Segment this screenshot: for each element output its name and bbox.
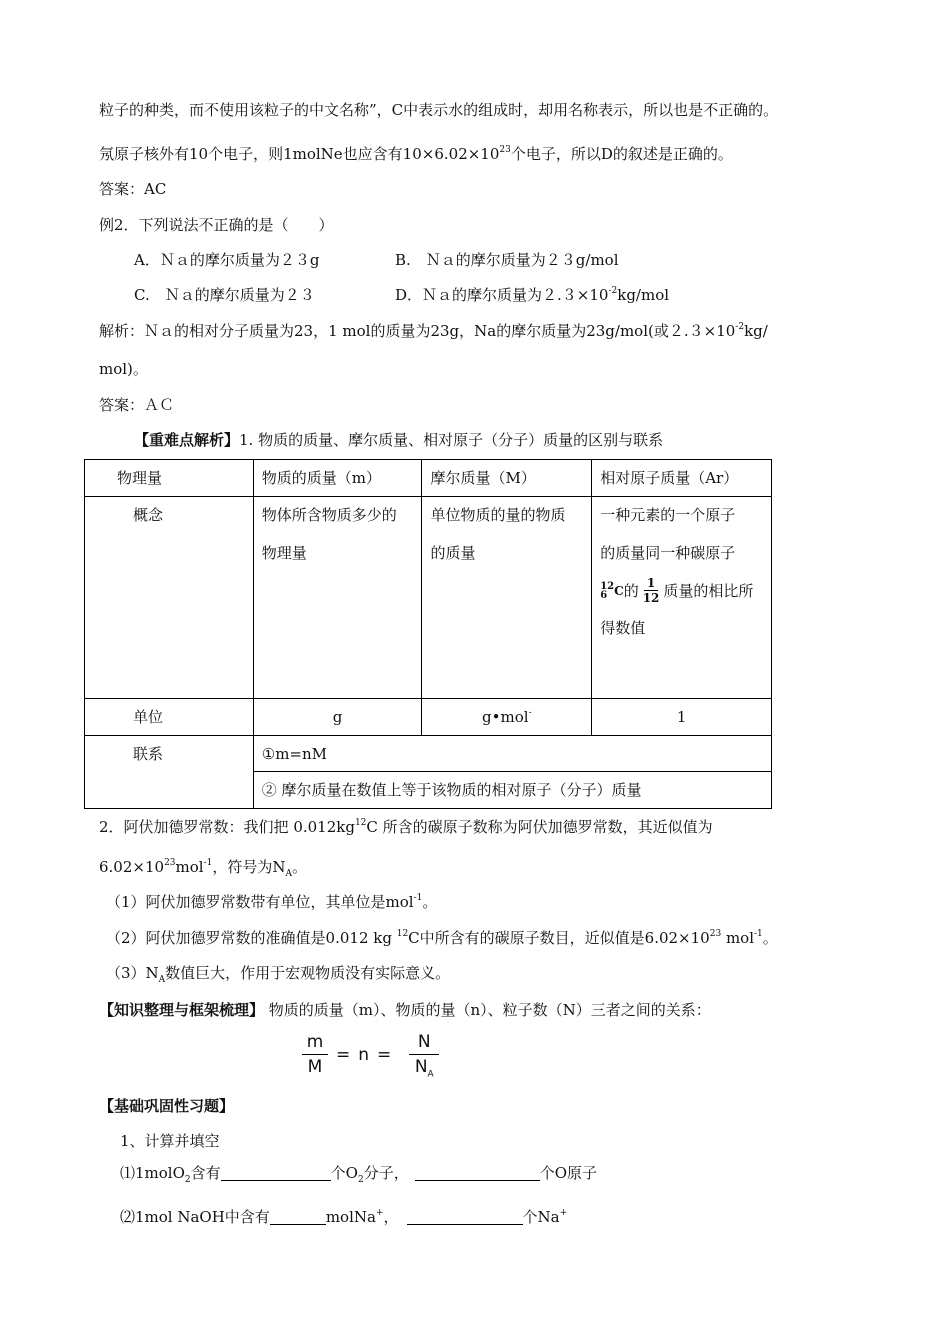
text-line: 2．阿伏加德罗常数：我们把 $0.012kg^{12}C$ 所含的碳原子数称为阿伏加德罗常数，其近似值为 [99, 818, 713, 836]
table-row-concept [85, 497, 772, 699]
unit-cell: g [253, 699, 422, 736]
table-header-row [85, 460, 772, 497]
analysis-line: 解析：Ｎａ的相对分子质量为23，1 mol的质量为23g，Na的摩尔质量为23g/mol(或$2.3\times 10^{-2}kg/$ [99, 322, 768, 340]
table-row-link [85, 736, 772, 772]
concept-mass-cell: 物体所含物质多少的 物理量 [253, 497, 422, 699]
exercise-title: 1、计算并填空 [120, 1132, 220, 1150]
fraction-m-over-M: m M [302, 1032, 328, 1077]
comparison-table [84, 459, 772, 809]
list-item: （2）阿伏加德罗常数的准确值是0.012 kg $^{12}$C中所含有的碳原子数目，近似值是$6.02\times 10^{23}$ mol$^{-1}$。 [106, 929, 778, 947]
option-d: D．Ｎａ的摩尔质量为$2.3\times 10^{-2}kg$/mol [395, 286, 670, 304]
section-heading: 【知识整理与框架梳理】 物质的质量（m）、物质的量（n）、粒子数（N）三者之间的关系： [99, 1001, 711, 1019]
question-title: 例2．下列说法不正确的是（ ） [99, 216, 334, 234]
table-row-unit [85, 699, 772, 736]
header-cell: 相对原子质量（Ar） [592, 460, 772, 497]
exercise-line: ⑴1molO$_2$含有 个$O_2$分子， 个O原子 [120, 1164, 598, 1185]
fraction-one-twelfth: $\frac{1}{12}$ [642, 576, 660, 605]
concept-ar-cell: 一种元素的一个原子 的质量同一种碳原子 12 6 C 的 $\frac{1}{12}$ 质量的相比所 得数值 [592, 497, 772, 699]
unit-cell: 1 [592, 699, 772, 736]
text-line: 氖原子核外有10个电子，则1molNe也应含有$10\times 6.02\times 10^{23}$个电子，所以D的叙述是正确的。 [99, 145, 733, 163]
header-cell: 摩尔质量（M） [422, 460, 592, 497]
section-heading: 【基础巩固性习题】 [99, 1097, 235, 1115]
text-line: 粒子的种类，而不使用该粒子的中文名称”，C中表示水的组成时，却用名称表示，所以也是不正确的。 [99, 101, 779, 119]
answer-blank[interactable] [415, 1164, 540, 1181]
option-a: A．Ｎａ的摩尔质量为２３g [134, 251, 320, 269]
exercise-line: ⑵1mol NaOH中含有 molNa+， 个Na+ [120, 1208, 568, 1226]
link-cell: ② 摩尔质量在数值上等于该物质的相对原子（分子）质量 [253, 772, 771, 809]
option-c: C. Ｎａ的摩尔质量为２３ [134, 286, 315, 304]
answer-line: 答案：AC [99, 180, 167, 198]
concept-molar-cell: 单位物质的量的物质 的质量 [422, 497, 592, 699]
option-b: B. Ｎａ的摩尔质量为２３g/mol [395, 251, 619, 269]
text-line: $6.02\times 10^{23}mol^{-1}$，符号为$N_A$。 [99, 858, 308, 879]
row-label: 联系 [85, 736, 254, 809]
relation-formula: m M = n = N $N_A$ [302, 1032, 439, 1077]
row-label: 概念 [85, 497, 254, 699]
unit-cell: g•mol- [422, 699, 592, 736]
answer-blank[interactable] [407, 1208, 523, 1225]
header-cell: 物理量 [85, 460, 254, 497]
answer-blank[interactable] [221, 1164, 331, 1181]
link-cell: ①m=nM [253, 736, 771, 772]
answer-line: 答案：ＡＣ [99, 396, 175, 414]
analysis-line: mol)。 [99, 360, 148, 378]
section-heading: 【重难点解析】1. 物质的质量、摩尔质量、相对原子（分子）质量的区别与联系 [134, 431, 664, 449]
list-item: $(3)N_A$数值巨大，作用于宏观物质没有实际意义。 [106, 964, 451, 985]
list-item: （1）阿伏加德罗常数带有单位，其单位是mol$^{-1}$。 [106, 893, 438, 911]
answer-blank[interactable] [270, 1208, 326, 1225]
fraction-N-over-NA: N $N_A$ [409, 1032, 439, 1077]
header-cell: 物质的质量（m） [253, 460, 422, 497]
row-label: 单位 [85, 699, 254, 736]
